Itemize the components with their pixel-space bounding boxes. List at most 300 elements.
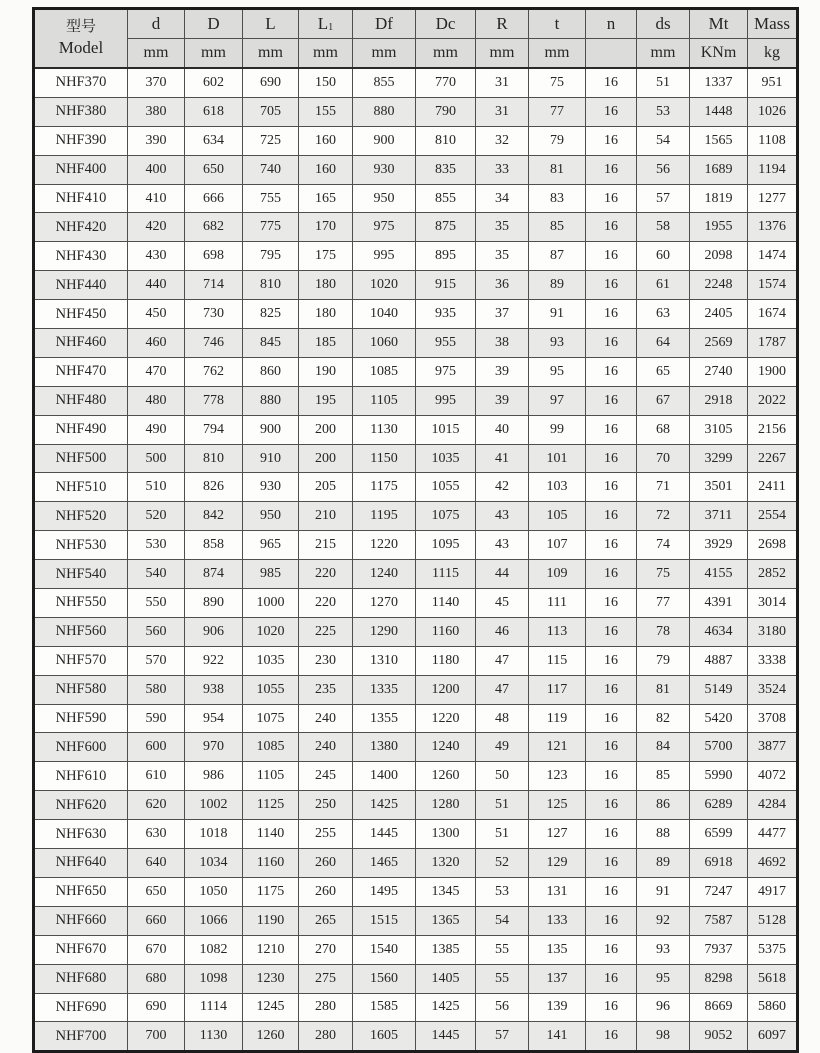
- header-row-units: [34, 39, 798, 69]
- value-cell: 56: [476, 993, 529, 1022]
- table-row: [34, 820, 798, 849]
- value-cell: 1194: [748, 155, 798, 184]
- value-cell: 240: [299, 704, 353, 733]
- value-cell: 7937: [690, 935, 748, 964]
- model-cell: NHF560: [34, 617, 128, 646]
- value-cell: 33: [476, 155, 529, 184]
- value-cell: 1605: [353, 1022, 416, 1052]
- value-cell: 6599: [690, 820, 748, 849]
- col-header-model: [34, 9, 128, 69]
- col-symbol: D: [207, 14, 220, 33]
- value-cell: 53: [476, 877, 529, 906]
- value-cell: 275: [299, 964, 353, 993]
- col-symbol: n: [606, 14, 616, 33]
- value-cell: 83: [529, 184, 586, 213]
- value-cell: 4917: [748, 877, 798, 906]
- value-cell: 1020: [353, 271, 416, 300]
- col-symbol: Mass: [754, 14, 790, 33]
- value-cell: 16: [586, 213, 637, 242]
- value-cell: 78: [637, 617, 690, 646]
- value-cell: 740: [243, 155, 299, 184]
- value-cell: 55: [476, 935, 529, 964]
- value-cell: 1175: [243, 877, 299, 906]
- col-unit-n: [586, 39, 637, 69]
- value-cell: 1160: [416, 617, 476, 646]
- value-cell: 618: [185, 97, 243, 126]
- value-cell: 47: [476, 646, 529, 675]
- value-cell: 205: [299, 473, 353, 502]
- model-cell: NHF550: [34, 589, 128, 618]
- value-cell: 35: [476, 242, 529, 271]
- value-cell: 86: [637, 791, 690, 820]
- value-cell: 135: [529, 935, 586, 964]
- value-cell: 1140: [416, 589, 476, 618]
- value-cell: 127: [529, 820, 586, 849]
- value-cell: 880: [243, 386, 299, 415]
- value-cell: 1114: [185, 993, 243, 1022]
- value-cell: 1310: [353, 646, 416, 675]
- value-cell: 16: [586, 906, 637, 935]
- value-cell: 38: [476, 329, 529, 358]
- header-row-symbols: [34, 9, 798, 39]
- value-cell: 5700: [690, 733, 748, 762]
- value-cell: 1035: [416, 444, 476, 473]
- model-cell: NHF450: [34, 300, 128, 329]
- value-cell: 965: [243, 531, 299, 560]
- value-cell: 117: [529, 675, 586, 704]
- value-cell: 16: [586, 762, 637, 791]
- value-cell: 950: [243, 502, 299, 531]
- value-cell: 16: [586, 300, 637, 329]
- value-cell: 105: [529, 502, 586, 531]
- value-cell: 1689: [690, 155, 748, 184]
- table-row: [34, 1022, 798, 1052]
- value-cell: 3524: [748, 675, 798, 704]
- value-cell: 1260: [416, 762, 476, 791]
- value-cell: 906: [185, 617, 243, 646]
- value-cell: 139: [529, 993, 586, 1022]
- value-cell: 40: [476, 415, 529, 444]
- value-cell: 835: [416, 155, 476, 184]
- col-header-n: [586, 9, 637, 39]
- value-cell: 1474: [748, 242, 798, 271]
- value-cell: 1345: [416, 877, 476, 906]
- model-cell: NHF400: [34, 155, 128, 184]
- value-cell: 16: [586, 155, 637, 184]
- value-cell: 1385: [416, 935, 476, 964]
- model-header-chinese: 型号: [65, 18, 96, 35]
- table-row: [34, 531, 798, 560]
- value-cell: 47: [476, 675, 529, 704]
- value-cell: 5618: [748, 964, 798, 993]
- value-cell: 550: [128, 589, 185, 618]
- value-cell: 1380: [353, 733, 416, 762]
- value-cell: 16: [586, 271, 637, 300]
- value-cell: 698: [185, 242, 243, 271]
- col-header-ds: [637, 9, 690, 39]
- value-cell: 790: [416, 97, 476, 126]
- col-symbol: Df: [375, 14, 393, 33]
- model-cell: NHF370: [34, 68, 128, 97]
- value-cell: 860: [243, 357, 299, 386]
- value-cell: 950: [353, 184, 416, 213]
- value-cell: 43: [476, 502, 529, 531]
- table-row: [34, 357, 798, 386]
- value-cell: 79: [529, 126, 586, 155]
- value-cell: 16: [586, 646, 637, 675]
- value-cell: 55: [476, 964, 529, 993]
- model-cell: NHF590: [34, 704, 128, 733]
- value-cell: 170: [299, 213, 353, 242]
- col-unit-t: mm: [529, 39, 586, 69]
- table-row: [34, 617, 798, 646]
- value-cell: 87: [529, 242, 586, 271]
- value-cell: 54: [476, 906, 529, 935]
- value-cell: 935: [416, 300, 476, 329]
- col-unit-dc: mm: [416, 39, 476, 69]
- value-cell: 16: [586, 675, 637, 704]
- table-row: [34, 386, 798, 415]
- value-cell: 1565: [690, 126, 748, 155]
- value-cell: 1400: [353, 762, 416, 791]
- value-cell: 81: [637, 675, 690, 704]
- value-cell: 56: [637, 155, 690, 184]
- value-cell: 4887: [690, 646, 748, 675]
- value-cell: 2248: [690, 271, 748, 300]
- value-cell: 670: [128, 935, 185, 964]
- value-cell: 5420: [690, 704, 748, 733]
- value-cell: 826: [185, 473, 243, 502]
- value-cell: 9052: [690, 1022, 748, 1052]
- value-cell: 430: [128, 242, 185, 271]
- value-cell: 107: [529, 531, 586, 560]
- value-cell: 460: [128, 329, 185, 358]
- model-cell: NHF420: [34, 213, 128, 242]
- value-cell: 810: [416, 126, 476, 155]
- value-cell: 270: [299, 935, 353, 964]
- value-cell: 4692: [748, 849, 798, 878]
- value-cell: 1085: [353, 357, 416, 386]
- value-cell: 1055: [243, 675, 299, 704]
- value-cell: 16: [586, 386, 637, 415]
- value-cell: 1050: [185, 877, 243, 906]
- value-cell: 84: [637, 733, 690, 762]
- value-cell: 7247: [690, 877, 748, 906]
- value-cell: 1320: [416, 849, 476, 878]
- value-cell: 93: [529, 329, 586, 358]
- value-cell: 2554: [748, 502, 798, 531]
- value-cell: 16: [586, 617, 637, 646]
- model-cell: NHF460: [34, 329, 128, 358]
- value-cell: 1425: [416, 993, 476, 1022]
- value-cell: 89: [529, 271, 586, 300]
- table-row: [34, 733, 798, 762]
- value-cell: 1365: [416, 906, 476, 935]
- value-cell: 610: [128, 762, 185, 791]
- value-cell: 70: [637, 444, 690, 473]
- value-cell: 1026: [748, 97, 798, 126]
- col-header-df: [353, 9, 416, 39]
- value-cell: 5128: [748, 906, 798, 935]
- table-row: [34, 97, 798, 126]
- col-symbol: L: [265, 14, 276, 33]
- value-cell: 1495: [353, 877, 416, 906]
- value-cell: 68: [637, 415, 690, 444]
- value-cell: 874: [185, 560, 243, 589]
- table-row: [34, 271, 798, 300]
- value-cell: 370: [128, 68, 185, 97]
- value-cell: 260: [299, 849, 353, 878]
- value-cell: 1125: [243, 791, 299, 820]
- col-symbol-subscript: 1: [328, 22, 334, 33]
- value-cell: 630: [128, 820, 185, 849]
- value-cell: 1180: [416, 646, 476, 675]
- value-cell: 79: [637, 646, 690, 675]
- value-cell: 16: [586, 502, 637, 531]
- value-cell: 5990: [690, 762, 748, 791]
- col-symbol: L: [317, 14, 329, 33]
- value-cell: 1900: [748, 357, 798, 386]
- value-cell: 215: [299, 531, 353, 560]
- value-cell: 93: [637, 935, 690, 964]
- value-cell: 725: [243, 126, 299, 155]
- value-cell: 50: [476, 762, 529, 791]
- value-cell: 845: [243, 329, 299, 358]
- col-header-r: [476, 9, 529, 39]
- value-cell: 5149: [690, 675, 748, 704]
- value-cell: 1105: [243, 762, 299, 791]
- value-cell: 95: [637, 964, 690, 993]
- value-cell: 220: [299, 589, 353, 618]
- model-cell: NHF600: [34, 733, 128, 762]
- value-cell: 1448: [690, 97, 748, 126]
- value-cell: 975: [353, 213, 416, 242]
- model-cell: NHF640: [34, 849, 128, 878]
- value-cell: 1002: [185, 791, 243, 820]
- value-cell: 51: [637, 68, 690, 97]
- value-cell: 41: [476, 444, 529, 473]
- value-cell: 180: [299, 300, 353, 329]
- table-row: [34, 242, 798, 271]
- value-cell: 730: [185, 300, 243, 329]
- value-cell: 49: [476, 733, 529, 762]
- value-cell: 92: [637, 906, 690, 935]
- value-cell: 16: [586, 791, 637, 820]
- model-cell: NHF390: [34, 126, 128, 155]
- model-cell: NHF530: [34, 531, 128, 560]
- col-unit-mass: kg: [748, 39, 798, 69]
- value-cell: 260: [299, 877, 353, 906]
- value-cell: 91: [637, 877, 690, 906]
- value-cell: 6918: [690, 849, 748, 878]
- col-unit-ds: mm: [637, 39, 690, 69]
- col-header-mass: [748, 9, 798, 39]
- value-cell: 1015: [416, 415, 476, 444]
- value-cell: 1335: [353, 675, 416, 704]
- value-cell: 1245: [243, 993, 299, 1022]
- value-cell: 842: [185, 502, 243, 531]
- value-cell: 1190: [243, 906, 299, 935]
- value-cell: 1674: [748, 300, 798, 329]
- value-cell: 1140: [243, 820, 299, 849]
- value-cell: 16: [586, 560, 637, 589]
- value-cell: 91: [529, 300, 586, 329]
- value-cell: 690: [128, 993, 185, 1022]
- value-cell: 900: [243, 415, 299, 444]
- value-cell: 1210: [243, 935, 299, 964]
- table-row: [34, 589, 798, 618]
- spec-table: [32, 7, 799, 1053]
- value-cell: 16: [586, 964, 637, 993]
- table-row: [34, 646, 798, 675]
- col-symbol: Mt: [708, 14, 729, 33]
- value-cell: 6097: [748, 1022, 798, 1052]
- value-cell: 74: [637, 531, 690, 560]
- value-cell: 890: [185, 589, 243, 618]
- value-cell: 150: [299, 68, 353, 97]
- value-cell: 185: [299, 329, 353, 358]
- value-cell: 2569: [690, 329, 748, 358]
- value-cell: 620: [128, 791, 185, 820]
- value-cell: 103: [529, 473, 586, 502]
- value-cell: 794: [185, 415, 243, 444]
- value-cell: 37: [476, 300, 529, 329]
- table-header: [34, 9, 798, 69]
- value-cell: 72: [637, 502, 690, 531]
- value-cell: 210: [299, 502, 353, 531]
- col-header-l1: [299, 9, 353, 39]
- value-cell: 951: [748, 68, 798, 97]
- value-cell: 131: [529, 877, 586, 906]
- value-cell: 265: [299, 906, 353, 935]
- value-cell: 825: [243, 300, 299, 329]
- value-cell: 81: [529, 155, 586, 184]
- value-cell: 245: [299, 762, 353, 791]
- value-cell: 4634: [690, 617, 748, 646]
- value-cell: 16: [586, 329, 637, 358]
- value-cell: 930: [243, 473, 299, 502]
- value-cell: 235: [299, 675, 353, 704]
- value-cell: 880: [353, 97, 416, 126]
- value-cell: 2156: [748, 415, 798, 444]
- value-cell: 390: [128, 126, 185, 155]
- value-cell: 4072: [748, 762, 798, 791]
- model-cell: NHF470: [34, 357, 128, 386]
- page-content: [32, 0, 788, 1053]
- value-cell: 680: [128, 964, 185, 993]
- value-cell: 111: [529, 589, 586, 618]
- value-cell: 57: [476, 1022, 529, 1052]
- value-cell: 580: [128, 675, 185, 704]
- model-cell: NHF630: [34, 820, 128, 849]
- col-symbol: Dc: [435, 14, 456, 33]
- value-cell: 240: [299, 733, 353, 762]
- value-cell: 3877: [748, 733, 798, 762]
- value-cell: 16: [586, 242, 637, 271]
- col-unit-r: mm: [476, 39, 529, 69]
- table-row: [34, 300, 798, 329]
- value-cell: 954: [185, 704, 243, 733]
- value-cell: 938: [185, 675, 243, 704]
- value-cell: 51: [476, 791, 529, 820]
- value-cell: 16: [586, 704, 637, 733]
- table-row: [34, 993, 798, 1022]
- value-cell: 705: [243, 97, 299, 126]
- table-row: [34, 762, 798, 791]
- value-cell: 52: [476, 849, 529, 878]
- table-row: [34, 906, 798, 935]
- value-cell: 16: [586, 589, 637, 618]
- value-cell: 39: [476, 386, 529, 415]
- value-cell: 1115: [416, 560, 476, 589]
- value-cell: 660: [128, 906, 185, 935]
- value-cell: 895: [416, 242, 476, 271]
- model-cell: NHF620: [34, 791, 128, 820]
- table-row: [34, 68, 798, 97]
- value-cell: 900: [353, 126, 416, 155]
- table-row: [34, 213, 798, 242]
- table-row: [34, 964, 798, 993]
- value-cell: 560: [128, 617, 185, 646]
- value-cell: 1150: [353, 444, 416, 473]
- value-cell: 1020: [243, 617, 299, 646]
- value-cell: 1018: [185, 820, 243, 849]
- value-cell: 915: [416, 271, 476, 300]
- value-cell: 129: [529, 849, 586, 878]
- table-body: [34, 68, 798, 1052]
- value-cell: 1819: [690, 184, 748, 213]
- value-cell: 16: [586, 1022, 637, 1052]
- value-cell: 650: [185, 155, 243, 184]
- value-cell: 1130: [185, 1022, 243, 1052]
- value-cell: 58: [637, 213, 690, 242]
- model-cell: NHF480: [34, 386, 128, 415]
- col-unit-l1: mm: [299, 39, 353, 69]
- model-cell: NHF490: [34, 415, 128, 444]
- value-cell: 1085: [243, 733, 299, 762]
- value-cell: 1787: [748, 329, 798, 358]
- value-cell: 3105: [690, 415, 748, 444]
- value-cell: 1280: [416, 791, 476, 820]
- table-row: [34, 473, 798, 502]
- value-cell: 1035: [243, 646, 299, 675]
- value-cell: 1585: [353, 993, 416, 1022]
- model-cell: NHF500: [34, 444, 128, 473]
- value-cell: 88: [637, 820, 690, 849]
- value-cell: 975: [416, 357, 476, 386]
- col-symbol: d: [151, 14, 161, 33]
- value-cell: 95: [529, 357, 586, 386]
- value-cell: 4284: [748, 791, 798, 820]
- value-cell: 440: [128, 271, 185, 300]
- value-cell: 63: [637, 300, 690, 329]
- value-cell: 770: [416, 68, 476, 97]
- value-cell: 600: [128, 733, 185, 762]
- value-cell: 1540: [353, 935, 416, 964]
- value-cell: 3338: [748, 646, 798, 675]
- value-cell: 762: [185, 357, 243, 386]
- value-cell: 89: [637, 849, 690, 878]
- value-cell: 220: [299, 560, 353, 589]
- value-cell: 96: [637, 993, 690, 1022]
- value-cell: 141: [529, 1022, 586, 1052]
- value-cell: 57: [637, 184, 690, 213]
- value-cell: 540: [128, 560, 185, 589]
- value-cell: 44: [476, 560, 529, 589]
- value-cell: 690: [243, 68, 299, 97]
- value-cell: 590: [128, 704, 185, 733]
- table-row: [34, 877, 798, 906]
